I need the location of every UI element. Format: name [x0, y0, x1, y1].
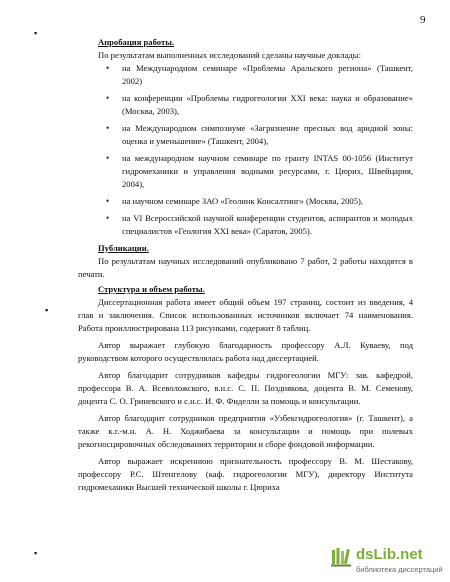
- document-body: [78, 34, 413, 494]
- approbation-heading: Апробация работы.: [98, 37, 175, 47]
- acknowledgement-paragraph: Автор выражает искреннюю признательность профессору В. М. Шестакову, профессору Р.С. Штенгелову (каф. гидрогеологии МГУ), директору Института гидромеханики Высшей технической школы г. Цюриха: [78, 456, 413, 492]
- list-item-text: на Международном семинаре «Проблемы Аральского региона» (Ташкент, 2002): [122, 63, 413, 86]
- publications-heading: Публикации.: [98, 243, 149, 253]
- list-item: [78, 195, 413, 208]
- bullet-icon: •: [106, 196, 110, 206]
- acknowledgement-paragraph: Автор благодарит сотрудников кафедры гидрогеологии МГУ: зав. кафедрой, профессора В. А. Всеволожского, в.н.с. С. П. Позднякова, доцента В. М. Семенову, доцента С. О. Гриневского и с.н.с. И. Ф. Фиделли за помощь и консультации.: [78, 370, 413, 406]
- dslib-logo-icon: [330, 546, 352, 568]
- list-item: [78, 212, 413, 238]
- list-item: [78, 62, 413, 88]
- list-item: [78, 92, 413, 118]
- watermark-title: dsLib.net: [356, 546, 423, 563]
- bullet-icon: •: [106, 93, 110, 103]
- bullet-icon: •: [106, 213, 110, 223]
- list-item: [78, 152, 413, 191]
- list-item-text: на научном семинаре ЗАО «Геолинк Консалтинг» (Москва, 2005),: [122, 196, 364, 206]
- list-item-text: на международном научном семинаре по гранту INTAS 00-1056 (Институт гидромеханики и управления водными ресурсами, г. Цюрих, Швейцария, 2004),: [122, 153, 413, 189]
- bullet-icon: •: [106, 63, 110, 73]
- list-item-text: на конференции «Проблемы гидрогеологии XXI века: наука и образование» (Москва, 2003),: [122, 93, 413, 116]
- bullet-icon: •: [106, 123, 110, 133]
- acknowledgement-paragraph: Автор выражает глубокую благодарность профессору А.Л. Куваеву, под руководством которого осуществлялась работа над диссертацией.: [78, 340, 413, 363]
- structure-heading: Структура и объем работы.: [98, 284, 205, 294]
- dslib-watermark[interactable]: [330, 546, 442, 576]
- publications-text: По результатам научных исследований опубликовано 7 работ, 2 работы находятся в печати.: [78, 256, 413, 279]
- watermark-subtitle: библиотека диссертаций: [356, 565, 443, 574]
- structure-paragraph: Диссертационная работа имеет общий объем 197 страниц, состоит из введения, 4 глав и заключения. Список использованных источников включает 74 наименования. Работа проиллюстрирована 113 рисунками, содержит 8 таблиц.: [78, 297, 413, 333]
- list-item: [78, 122, 413, 148]
- page-number: 9: [420, 14, 426, 26]
- scan-mark-left-middle: ▪: [45, 305, 49, 315]
- acknowledgement-paragraph: Автор благодарит сотрудников предприятия «Узбекгидрогеология» (г. Ташкент), а также к.г.-м.н. А. Н. Ходжибаева за консультации и помощь при полевых рекогносцировочных обследованиях территории и сборе фондовой информации.: [78, 413, 413, 449]
- approbation-list: [78, 62, 413, 238]
- scan-mark-bottom-left: ▪: [34, 548, 38, 558]
- bullet-icon: •: [106, 153, 110, 163]
- list-item-text: на VI Всероссийской научной конференции студентов, аспирантов и молодых специалистов «Геология XXI века» (Саратов, 2005).: [122, 213, 413, 236]
- list-item-text: на Международном симпозиуме «Загрязнение пресных вод аридной зоны: оценка и уменьшение» (Ташкент, 2004),: [122, 123, 413, 146]
- scan-mark-top-left: ▪: [34, 28, 38, 38]
- approbation-intro: По результатам выполненных исследований сделаны научные доклады:: [98, 50, 361, 60]
